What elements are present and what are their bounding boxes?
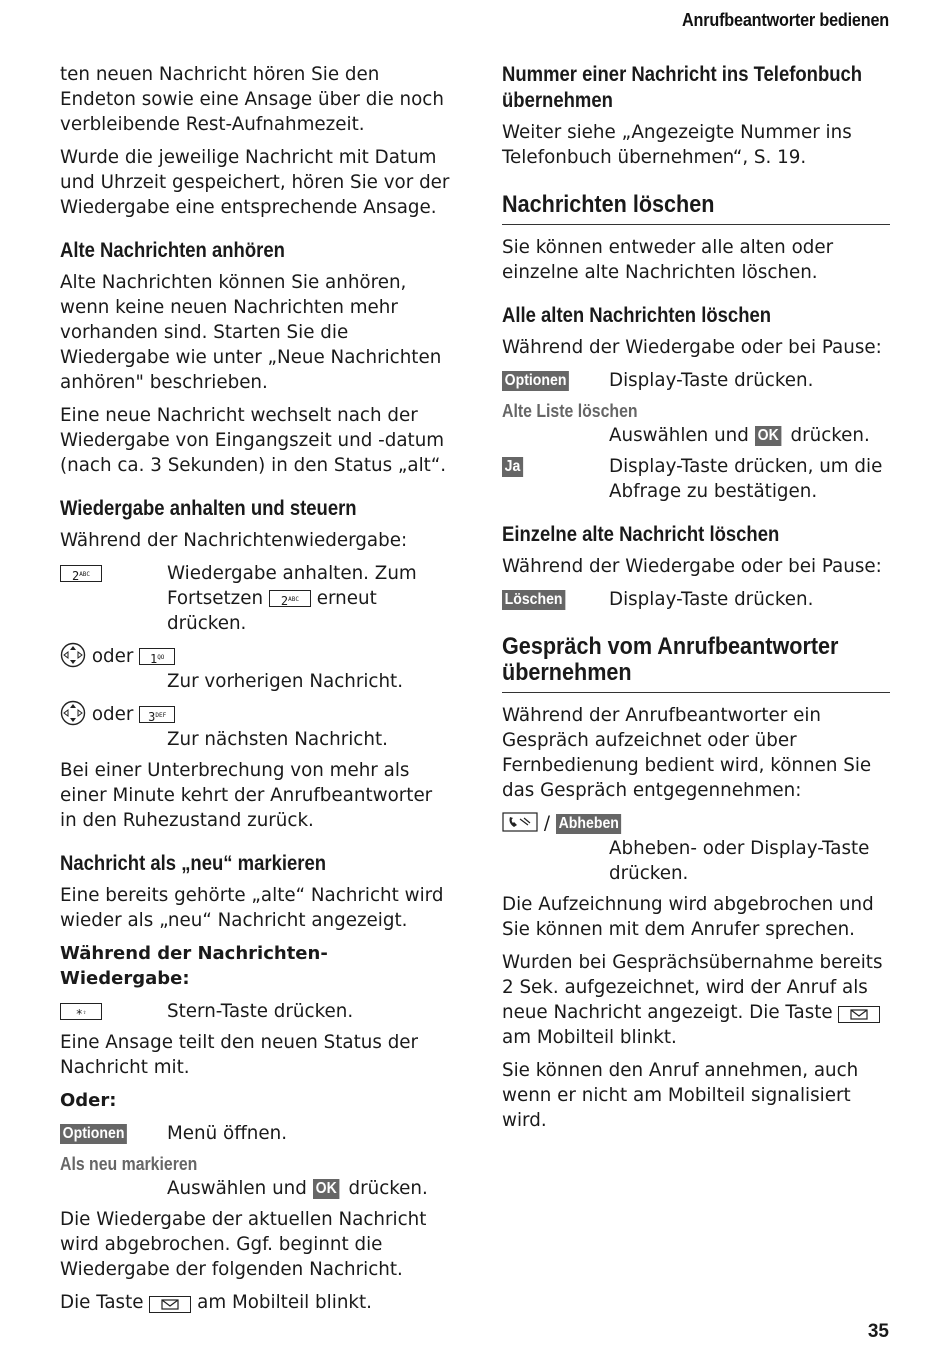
- paragraph: ten neuen Nachricht hören Sie den Endeton sowie eine Ansage über die noch verbleibende Rest-Aufnahmezeit.: [60, 64, 444, 135]
- heading-alte-nachrichten: Alte Nachrichten anhören: [60, 239, 285, 262]
- oder-text: oder: [91, 704, 134, 725]
- paragraph: Eine neue Nachricht wechselt nach der Wiedergabe von Eingangszeit und -datum (nach ca. 3 Sekunden) in den Status „alt“.: [60, 405, 447, 476]
- page-number: 35: [867, 1321, 889, 1342]
- oder-text: oder: [91, 646, 134, 667]
- softkey-row-optionen: [60, 1121, 452, 1146]
- menu-item-alte-liste: Alte Liste löschen: [502, 401, 638, 421]
- paragraph: Eine Ansage teilt den neuen Status der Nachricht mit.: [60, 1032, 419, 1078]
- paragraph: Die Wiedergabe der aktuellen Nachricht wird abgebrochen. Ggf. beginnt die Wiedergabe der folgenden Nachricht.: [60, 1209, 427, 1280]
- softkey-row-loeschen: [502, 587, 890, 612]
- paragraph: Sie können den Anruf annehmen, auch wenn er nicht am Mobilteil signalisiert wird.: [502, 1060, 859, 1131]
- paragraph: Bei einer Unterbrechung von mehr als einer Minute kehrt der Anrufbeantworter in den Ruhezustand zurück.: [60, 760, 433, 831]
- nav-next-row: [60, 700, 452, 727]
- message-key-icon: [838, 1006, 880, 1023]
- ok-softkey: OK: [755, 426, 781, 446]
- label-during-playback: Während der Nachrichten-Wiedergabe:: [60, 943, 328, 989]
- star-key-icon: *⇧: [60, 1003, 102, 1020]
- key-2-icon: $2^{ABC}$: [60, 565, 102, 582]
- key-row-pause: [60, 561, 452, 636]
- heading-neu-markieren: Nachricht als „neu“ markieren: [60, 852, 327, 875]
- paragraph: Eine bereits gehörte „alte“ Nachricht wird wieder als „neu“ Nachricht angezeigt.: [60, 885, 444, 931]
- navigation-key-icon: [60, 700, 86, 726]
- row-text: Display-Taste drücken.: [609, 589, 814, 610]
- key-1-icon: $1^{QO}$: [139, 648, 175, 665]
- heading-wiedergabe: Wiedergabe anhalten und steuern: [60, 497, 357, 520]
- select-instruction: Auswählen und OK drücken.: [167, 1178, 428, 1199]
- right-column: [502, 62, 890, 1141]
- paragraph: Während der Nachrichtenwiedergabe:: [60, 530, 408, 551]
- nav-next-desc: Zur nächsten Nachricht.: [167, 729, 388, 750]
- paragraph: Wurden bei Gesprächsübernahme bereits 2 Sek. aufgezeichnet, wird der Anruf als neue Nachricht angezeigt. Die Taste am Mobilteil blinkt.: [502, 952, 883, 1048]
- softkey-row-ja: [502, 454, 890, 504]
- heading-nummer-uebernehmen: Nummer einer Nachricht ins Telefonbuch übernehmen: [502, 63, 863, 112]
- navigation-key-icon: [60, 642, 86, 668]
- paragraph: Die Aufzeichnung wird abgebrochen und Sie können mit dem Anrufer sprechen.: [502, 894, 874, 940]
- ok-softkey: OK: [313, 1179, 339, 1199]
- row-text: Display-Taste drücken.: [609, 370, 814, 391]
- row-text: Stern-Taste drücken.: [167, 1001, 354, 1022]
- paragraph: Alte Nachrichten können Sie anhören, wenn keine neuen Nachrichten mehr vorhanden sind. Starten Sie die Wiedergabe wie unter „Neue Nachrichten anhören" beschrieben.: [60, 272, 442, 393]
- optionen-softkey: Optionen: [60, 1124, 127, 1144]
- message-key-icon: [149, 1296, 191, 1313]
- paragraph: Während der Wiedergabe oder bei Pause:: [502, 337, 882, 358]
- paragraph: Wurde die jeweilige Nachricht mit Datum und Uhrzeit gespeichert, hören Sie vor der Wiedergabe eine entsprechende Ansage.: [60, 147, 450, 218]
- ja-softkey: Ja: [502, 457, 523, 477]
- paragraph: Während der Wiedergabe oder bei Pause:: [502, 556, 882, 577]
- row-text: Display-Taste drücken, um die Abfrage zu bestätigen.: [609, 456, 883, 502]
- row-text: Menü öffnen.: [167, 1123, 288, 1144]
- heading-alle-loeschen: Alle alten Nachrichten löschen: [502, 304, 772, 327]
- abheben-softkey: Abheben: [556, 814, 622, 834]
- loeschen-softkey: Löschen: [502, 590, 565, 610]
- row-text: Wiedergabe anhalten. Zum Fortsetzen: [167, 563, 417, 609]
- paragraph: Weiter siehe „Angezeigte Nummer ins Telefonbuch übernehmen“, S. 19.: [502, 122, 852, 168]
- paragraph: Während der Anrufbeantworter ein Gespräch aufzeichnet oder über Fernbedienung bedient wird, können Sie das Gespräch entgegennehmen:: [502, 705, 872, 801]
- heading-einzelne-loeschen: Einzelne alte Nachricht löschen: [502, 523, 780, 546]
- section-heading-gespraech: Gespräch vom Anrufbeantworter übernehmen: [502, 634, 890, 693]
- running-header: Anrufbeantworter bedienen: [681, 10, 889, 30]
- paragraph: Die Taste am Mobilteil blinkt.: [60, 1292, 372, 1313]
- select-instruction: Auswählen und OK drücken.: [609, 425, 870, 446]
- softkey-row-optionen: [502, 368, 890, 393]
- paragraph: Sie können entweder alle alten oder einzelne alte Nachrichten löschen.: [502, 237, 834, 283]
- nav-prev-desc: Zur vorherigen Nachricht.: [167, 671, 404, 692]
- nav-prev-row: [60, 642, 452, 669]
- key-3-icon: $3^{DEF}$: [139, 706, 175, 723]
- label-oder: Oder:: [60, 1090, 117, 1111]
- abheben-desc: Abheben- oder Display-Taste drücken.: [609, 838, 870, 884]
- optionen-softkey: Optionen: [502, 371, 569, 391]
- left-column: [60, 62, 452, 1323]
- key-row-star: [60, 999, 452, 1024]
- abheben-row: / Abheben: [502, 811, 890, 836]
- row-text: erneut drücken.: [167, 588, 377, 634]
- menu-item-als-neu: Als neu markieren: [60, 1154, 198, 1174]
- handset-key-icon: [502, 811, 538, 833]
- section-heading-loeschen: Nachrichten löschen: [502, 192, 890, 225]
- key-2-icon: $2^{ABC}$: [269, 590, 311, 607]
